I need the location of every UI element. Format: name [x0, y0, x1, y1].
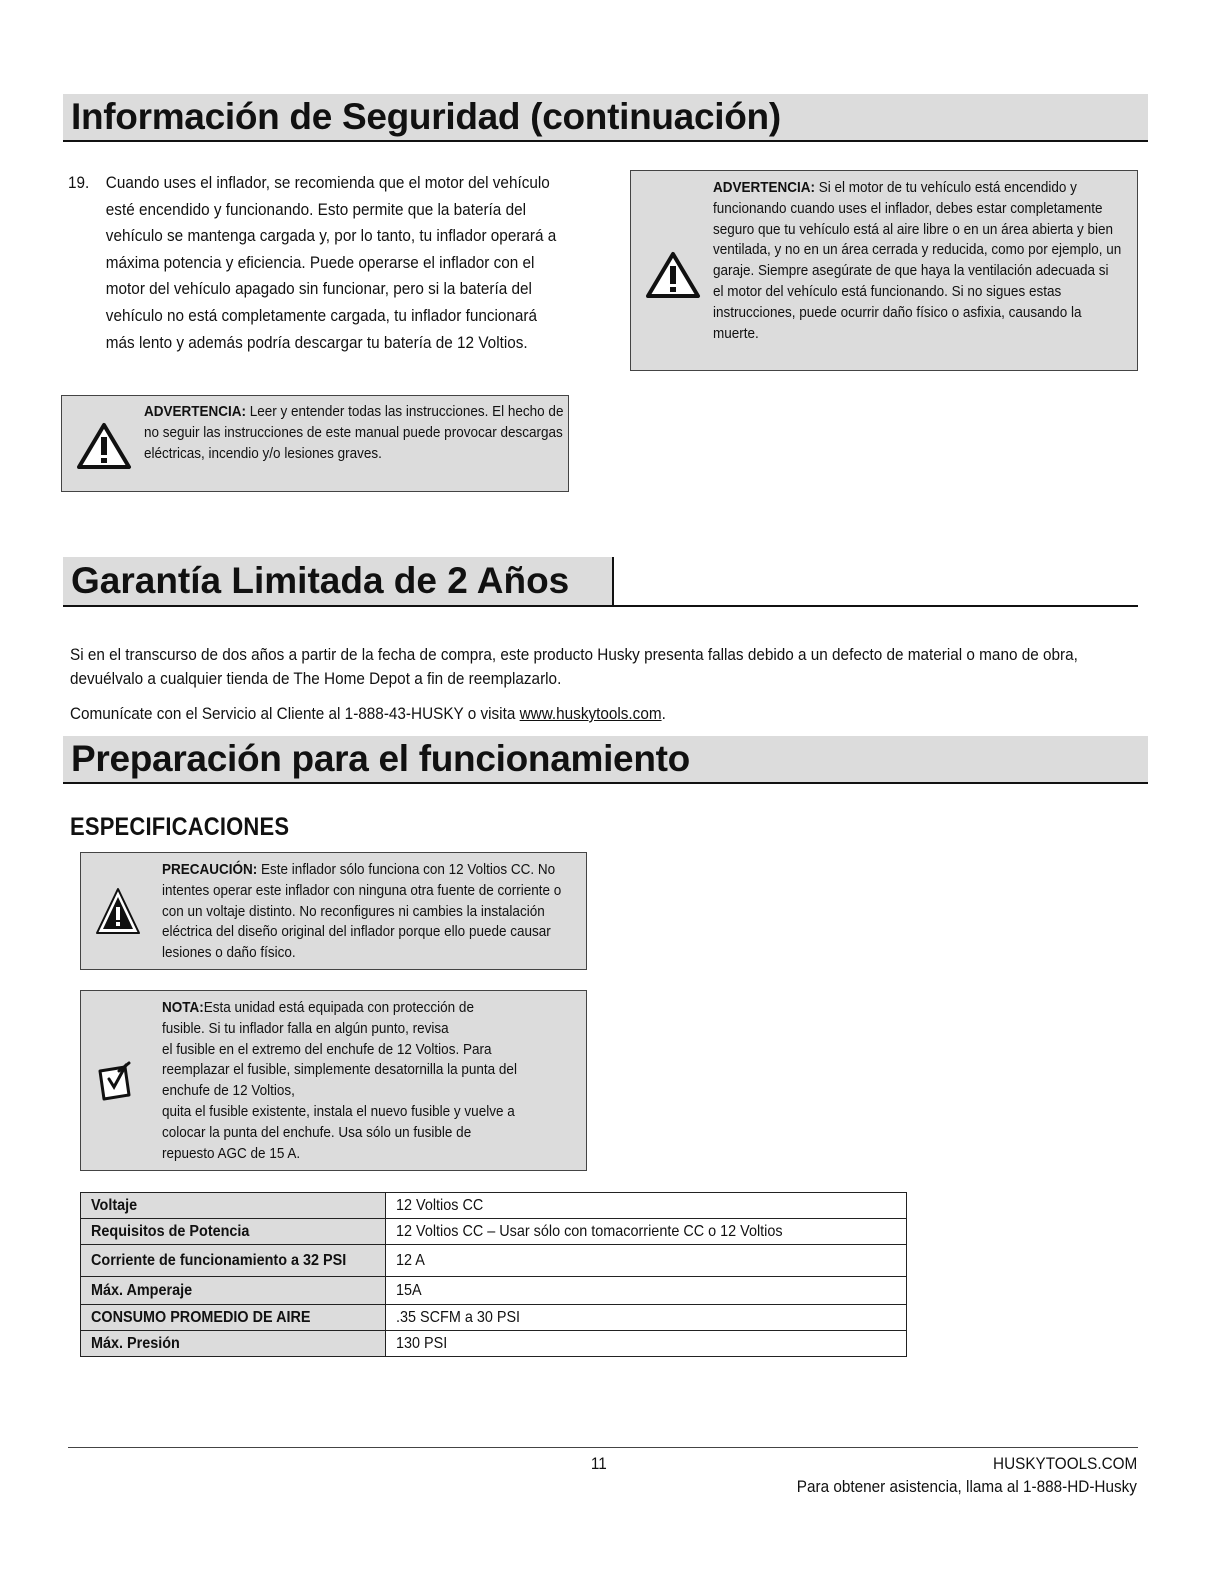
safety-title: Información de Seguridad (continuación) — [71, 96, 781, 137]
specifications-heading: ESPECIFICACIONES — [70, 813, 290, 841]
caution-body: Este inflador sólo funciona con 12 Voltios CC. No intentes operar este inflador con ninguna otra fuente de corriente o con un voltaje distinto. No reconfigures ni cambies la instalación eléctrica del diseño original del inflador porque ello puede causar lesiones o daño físico. — [162, 861, 562, 962]
spec-key: Voltaje — [81, 1193, 386, 1219]
note-line: quita el fusible existente, instala el nuevo fusible y vuelve a — [162, 1102, 515, 1120]
spec-value: 15A — [385, 1277, 906, 1305]
note-line: reemplazar el fusible, simplemente desatornilla la punta del — [162, 1061, 517, 1079]
preparation-section-header — [63, 736, 1148, 784]
spec-value: 12 A — [385, 1245, 906, 1277]
spec-key: Máx. Presión — [81, 1331, 386, 1357]
warning-triangle-icon — [76, 422, 132, 470]
item-number: 19. — [68, 173, 90, 192]
footer-site: HUSKYTOOLS.COM — [992, 1454, 1137, 1473]
warranty-title: Garantía Limitada de 2 Años — [71, 560, 570, 601]
warning-box-ventilation — [630, 170, 1138, 371]
item-text: Cuando uses el inflador, se recomienda que el motor del vehículo esté encendido y funcionando. Esto permite que la batería del vehículo se mantenga cargada y, por lo tanto, tu inflador operará a máxima potencia y eficiencia. Puede operarse el inflador con el motor del vehículo apagado sin funcionar, pero si la batería del vehículo no está completamente cargada, tu inflador funcionará más lento y además podría descargar tu batería de 12 Voltios. — [105, 173, 557, 352]
note-line: fusible. Si tu inflador falla en algún punto, revisa — [162, 1019, 449, 1037]
huskytools-link[interactable]: www.huskytools.com — [519, 704, 662, 723]
spec-key: Requisitos de Potencia — [81, 1219, 386, 1245]
footer-divider — [68, 1447, 1138, 1448]
warning-body: Leer y entender todas las instrucciones. El hecho de no seguir las instrucciones de este manual puede provocar descargas eléctricas, incendio y/o lesiones graves. — [144, 403, 564, 462]
note-line: el fusible en el extremo del enchufe de 12 Voltios. Para — [162, 1040, 492, 1058]
warning-label: ADVERTENCIA: — [713, 179, 816, 196]
table-row — [81, 1305, 907, 1331]
warning-label: ADVERTENCIA: — [144, 403, 247, 420]
note-line: enchufe de 12 Voltios, — [162, 1082, 295, 1100]
spec-value: .35 SCFM a 30 PSI — [385, 1305, 906, 1331]
warning-text — [144, 402, 569, 464]
safety-section-header — [63, 94, 1148, 142]
caution-box — [80, 852, 587, 970]
page-number: 11 — [590, 1454, 607, 1473]
warranty-contact — [70, 702, 970, 726]
caution-label: PRECAUCIÓN: — [162, 861, 258, 878]
spec-key: Máx. Amperaje — [81, 1277, 386, 1305]
warning-body: Si el motor de tu vehículo está encendido y funcionando cuando uses el inflador, debes estar completamente seguro que tu vehículo está al aire libre o en un área abierta y bien ventilada, y no en un área cerrada y reducida, como por ejemplo, un garaje. Siempre asegúrate de que haya la ventilación adecuada si el motor del vehículo está funcionando. Si no sigues estas instrucciones, puede ocurrir daño físico o asfixia, causando la muerte. — [713, 179, 1122, 342]
spec-key: Corriente de funcionamiento a 32 PSI — [81, 1245, 386, 1277]
table-row — [81, 1219, 907, 1245]
note-box — [80, 990, 587, 1171]
warning-box-read-instructions — [61, 395, 569, 492]
warranty-section-header — [63, 557, 1138, 607]
contact-prefix: Comunícate con el Servicio al Cliente al 1-888-43-HUSKY o visita — [70, 704, 520, 723]
footer-help: Para obtener asistencia, llama al 1-888-HD-Husky — [796, 1477, 1137, 1496]
safety-item-19 — [68, 170, 557, 356]
spec-value: 130 PSI — [385, 1331, 906, 1357]
table-row — [81, 1277, 907, 1305]
note-text — [162, 998, 585, 1164]
caution-text — [162, 860, 581, 964]
table-row — [81, 1331, 907, 1357]
warranty-text: Si en el transcurso de dos años a partir de la fecha de compra, este producto Husky presenta fallas debido a un defecto de material o mano de obra, devuélvalo a cualquier tienda de The Home Depot a fin de reemplazarlo. — [70, 645, 1078, 688]
spec-key: CONSUMO PROMEDIO DE AIRE — [81, 1305, 386, 1331]
preparation-title: Preparación para el funcionamiento — [71, 738, 690, 779]
note-label: NOTA: — [162, 999, 204, 1016]
specifications-table — [80, 1192, 907, 1357]
warning-text — [713, 178, 1123, 344]
spec-value: 12 Voltios CC — [385, 1193, 906, 1219]
note-line: repuesto AGC de 15 A. — [162, 1144, 301, 1162]
table-row — [81, 1193, 907, 1219]
note-pad-icon — [95, 1061, 135, 1103]
caution-triangle-icon — [95, 887, 141, 937]
note-line: Esta unidad está equipada con protección de — [203, 999, 474, 1016]
warning-triangle-icon — [645, 251, 701, 299]
contact-suffix: . — [661, 704, 666, 723]
note-line: colocar la punta del enchufe. Usa sólo un fusible de — [162, 1123, 472, 1141]
table-row — [81, 1245, 907, 1277]
spec-value: 12 Voltios CC – Usar sólo con tomacorriente CC o 12 Voltios — [385, 1219, 906, 1245]
